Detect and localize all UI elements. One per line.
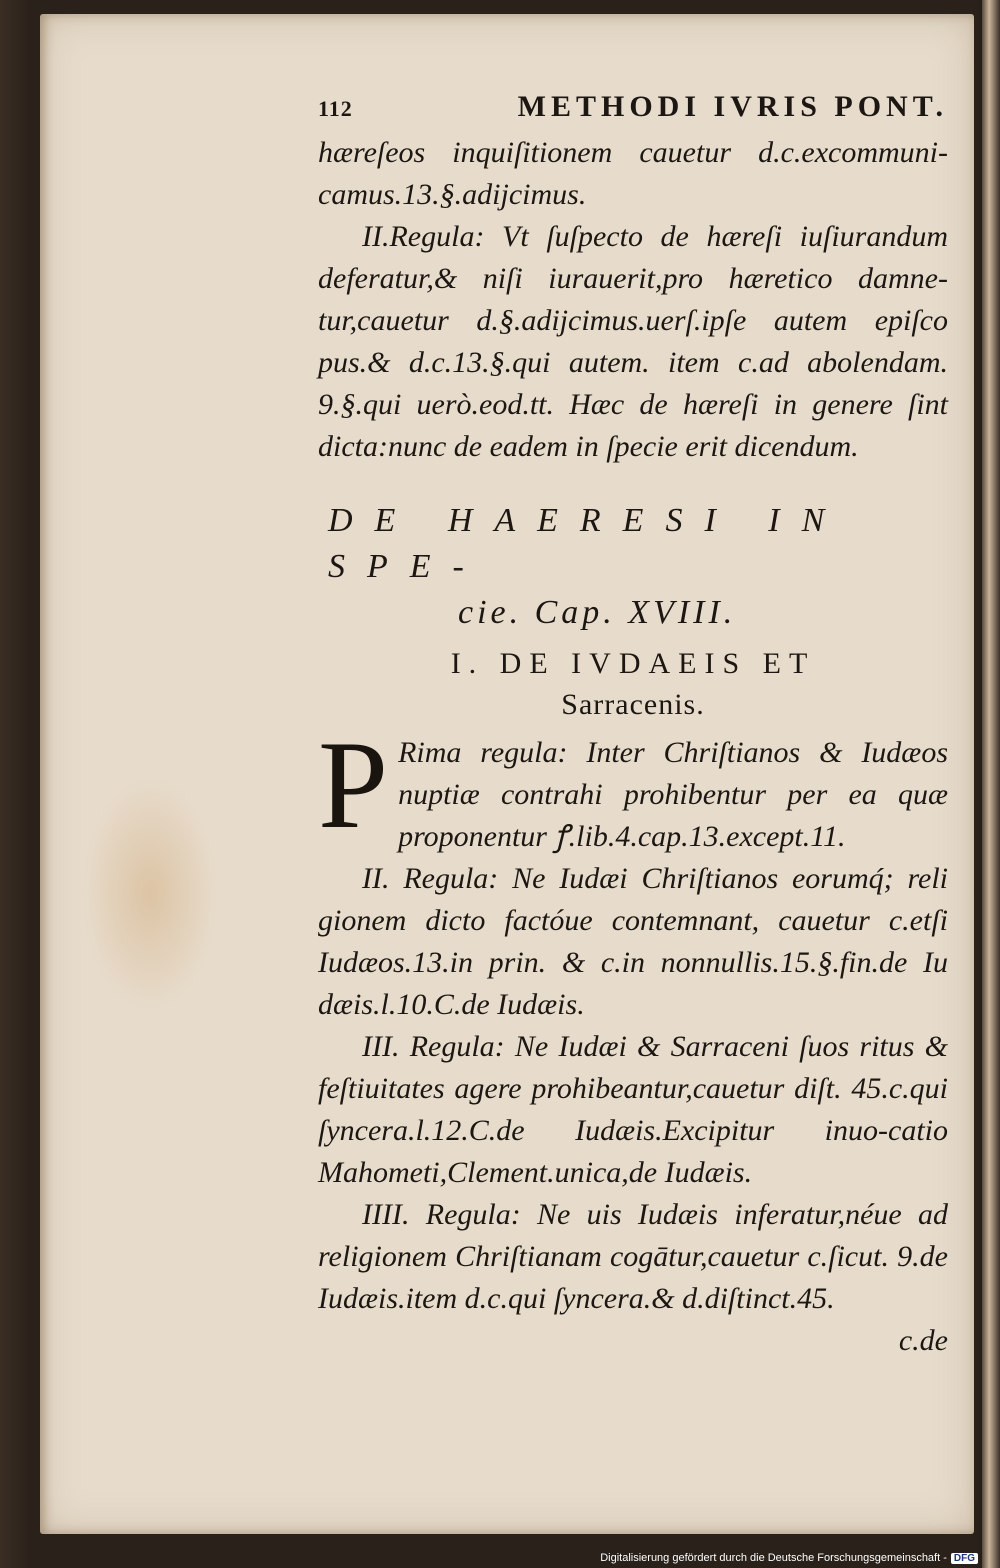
chapter-heading-line1: DE HAERESI IN SPE- [328,502,847,585]
page-text [318,86,948,1362]
section-heading-line1: I. DE IVDAEIS ET [450,647,816,680]
catchword: c.de [898,1324,948,1357]
section-heading-line2: Sarracenis. [561,688,705,721]
paragraph: II. Regula: Ne Iudæi Chriſtianos eorumq́; reli gionem dicto factóue contemnant, cauetur c.etſi Iudæos.13.in prin. & c.in nonnullis.15.§.fin.de Iu dæis.l.10.C.de Iudæis. [318,862,948,1021]
paragraph: IIII. Regula: Ne uis Iudæis inferatur,néue ad religionem Chriſtianam cogātur,cauetur c.ſicut. 9.de Iudæis.item d.c.qui ſyncera.& d.diſtinct.45. [318,1198,948,1315]
running-header [318,86,948,130]
page-edge [982,0,1000,1568]
paragraph: hæreſeos inquiſitionem cauetur d.c.excommuni-camus.13.§.adijcimus. [318,136,948,211]
paragraph: II.Regula: Vt ſuſpecto de hæreſi iuſiurandum deferatur,& niſi iurauerit,pro hæretico damne-tur,cauetur d.§.adijcimus.uerſ.ipſe autem epiſco pus.& d.c.13.§.qui autem. item c.ad abolendam. 9.§.qui uerò.eod.tt. Hæc de hæreſi in genere ſint dicta:nunc de eadem in ſpecie erit dicendum. [318,220,948,463]
paragraph: III. Regula: Ne Iudæi & Sarraceni ſuos ritus & feſtiuitates agere prohibeantur,cauetur diſt. 45.c.qui ſyncera.l.12.C.de Iudæis.Excipitur inuo-catio Mahometi,Clement.unica,de Iudæis. [318,1030,948,1189]
chapter-heading-line2: cie. Cap. XVIII. [458,594,737,631]
running-title: METHODI IVRIS PONT. [517,90,948,123]
page-stain [80,774,220,1014]
digitization-footer [600,1552,978,1564]
paragraph: Rima regula: Inter Chriſtianos & Iudæos nuptiæ contrahi prohibentur per ea quæ proponentur ꝭ.lib.4.cap.13.except.11. [398,736,948,853]
page-number: 112 [318,96,353,121]
dfg-logo-icon: DFG [951,1553,978,1564]
footer-credit: Digitalisierung gefördert durch die Deutsche Forschungsgemeinschaft - [600,1552,947,1564]
first-rule [318,716,948,858]
drop-cap: P [318,716,389,855]
